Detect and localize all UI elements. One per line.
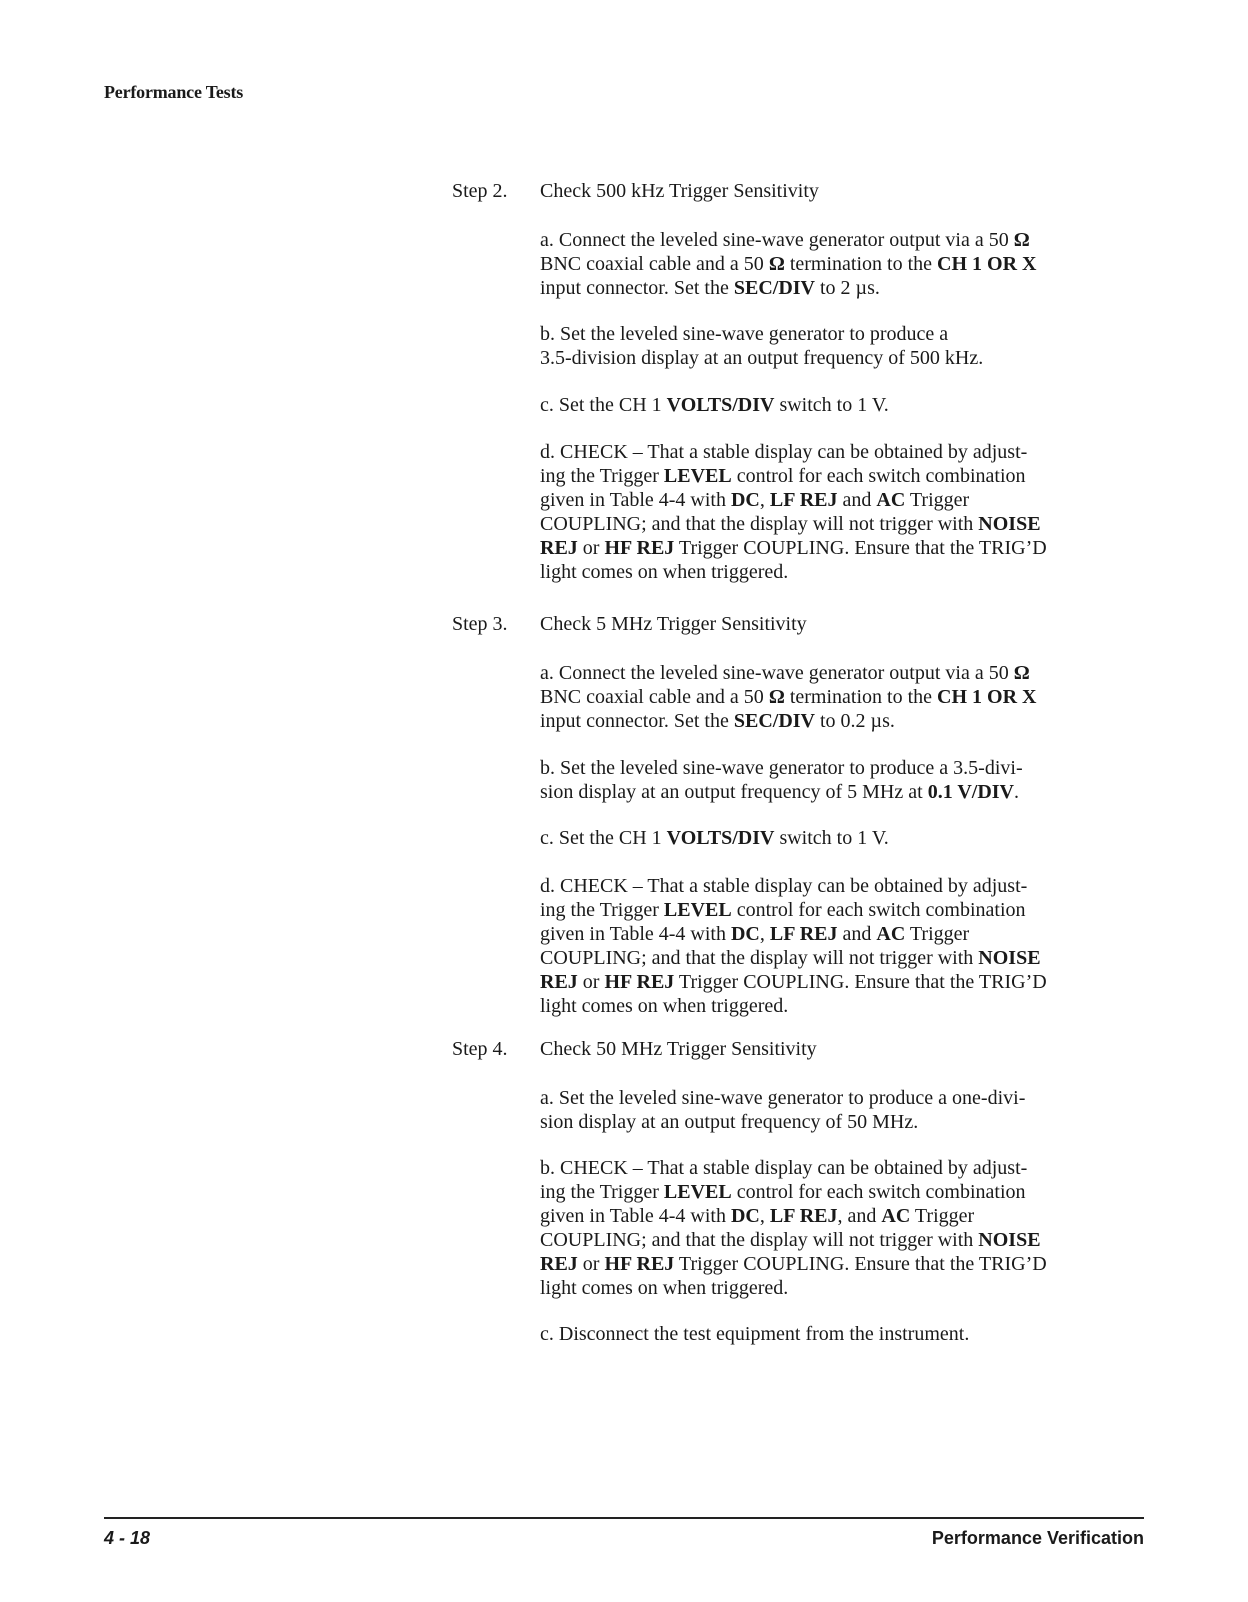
footer-title: Performance Verification: [931, 1528, 1144, 1548]
step-3-item-d: d. CHECK – That a stable display can be obtained by adjust- ing the Trigger LEVEL control for each switch combination given in Table 4-4 with DC, LF REJ and AC Trigger COUPLING; and that the display will not trigger with NOISE REJ or HF REJ Trigger COUPLING. Ensure that the TRIG’D light comes on when triggered.: [540, 875, 1047, 1017]
running-header: Performance Tests: [104, 82, 244, 102]
step-3-item-a: a. Connect the leveled sine-wave generator output via a 50 Ω BNC coaxial cable and a 50 Ω termination to the CH 1 OR X input connector. Set the SEC/DIV to 0.2 µs.: [540, 662, 1037, 732]
step-4-item-a: a. Set the leveled sine-wave generator to produce a one-divi- sion display at an output frequency of 50 MHz.: [540, 1087, 1026, 1133]
step-2-item-b: b. Set the leveled sine-wave generator to produce a 3.5-division display at an output frequency of 500 kHz.: [540, 323, 984, 369]
step-3-item-b: b. Set the leveled sine-wave generator to produce a 3.5-divi- sion display at an output frequency of 5 MHz at 0.1 V/DIV.: [540, 757, 1023, 803]
step-2-item-d: d. CHECK – That a stable display can be obtained by adjust- ing the Trigger LEVEL control for each switch combination given in Table 4-4 with DC, LF REJ and AC Trigger COUPLING; and that the display will not trigger with NOISE REJ or HF REJ Trigger COUPLING. Ensure that the TRIG’D light comes on when triggered.: [540, 441, 1047, 583]
step-2-item-c: c. Set the CH 1 VOLTS/DIV switch to 1 V.: [540, 394, 889, 416]
footer-rule: [104, 1517, 1144, 1519]
step-2-item-a: a. Connect the leveled sine-wave generator output via a 50 Ω BNC coaxial cable and a 50 Ω termination to the CH 1 OR X input connector. Set the SEC/DIV to 2 µs.: [540, 229, 1037, 299]
step-4-label: Step 4.: [452, 1038, 508, 1060]
step-4-title: Check 50 MHz Trigger Sensitivity: [540, 1038, 817, 1060]
step-3-label: Step 3.: [452, 613, 508, 635]
step-3-item-c: c. Set the CH 1 VOLTS/DIV switch to 1 V.: [540, 827, 889, 849]
step-4-item-b: b. CHECK – That a stable display can be obtained by adjust- ing the Trigger LEVEL control for each switch combination given in Table 4-4 with DC, LF REJ, and AC Trigger COUPLING; and that the display will not trigger with NOISE REJ or HF REJ Trigger COUPLING. Ensure that the TRIG’D light comes on when triggered.: [540, 1157, 1047, 1299]
step-4-item-c: c. Disconnect the test equipment from the instrument.: [540, 1323, 970, 1345]
step-3-title: Check 5 MHz Trigger Sensitivity: [540, 613, 807, 635]
page-number: 4 - 18: [104, 1528, 151, 1548]
step-2-title: Check 500 kHz Trigger Sensitivity: [540, 180, 819, 202]
step-2-label: Step 2.: [452, 180, 508, 202]
